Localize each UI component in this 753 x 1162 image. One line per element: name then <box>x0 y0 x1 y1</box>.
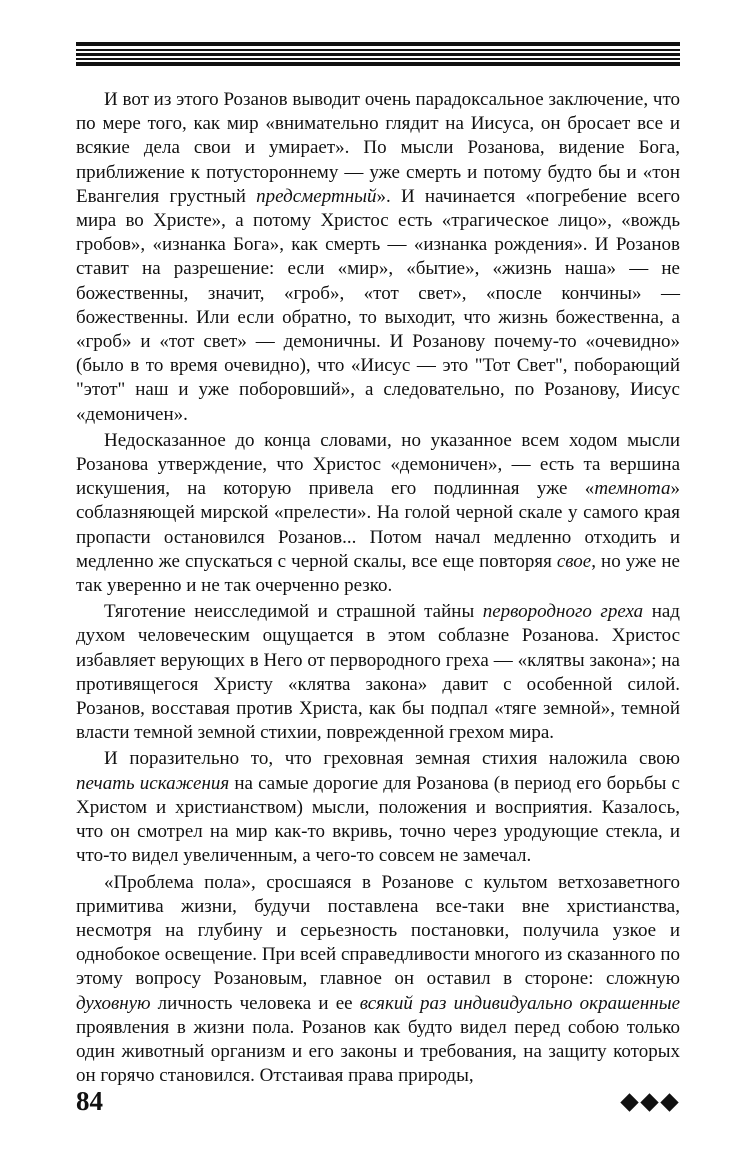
italic-text: всякий раз индивидуально окрашенные <box>359 992 680 1014</box>
paragraph <box>76 88 680 427</box>
footer-ornament <box>621 1093 678 1112</box>
text-run: И поразительно то, что греховная земная стихия наложила свою <box>104 748 680 770</box>
text-run: на самые дорогие для Розанова (в период его борьбы с Христом и христианством) мысли, положения и восприятия. Казалось, что он смотрел на мир как-то вкривь, точно через уродующие стекла, и что-то видел увеличенным, а чего-то совсем не замечал. <box>76 772 680 867</box>
diamond-icon <box>660 1093 678 1111</box>
text-run: И вот из этого Розанов выводит очень парадоксальное заключение, что по мере того, как мир «внимательно глядит на Иисуса, он бросает все и всякие дела свои и умирает». По мысли Розанова, видение Бога, приближение к потустороннему — уже смерть и потому будто бы и «тон Евангелия грустный <box>76 89 680 207</box>
text-run: над духом человеческим ощущается в этом соблазне Розанова. Христос избавляет верующих в Него от первородного греха — «клятвы закона»; на противящегося Христу «клятва закона» давит с особенной силой. Розанов, восставая против Христа, как бы подпал «тяге земной», темной власти темной земной стихии, поврежденной грехом мира. <box>76 601 680 744</box>
text-run: проявления в жизни пола. Розанов как будто видел перед собою только один животный организм и его законы и требования, на защиту которых он горячо становился. Отстаивая права природы, <box>76 1016 680 1087</box>
text-run: личность человека и ее <box>150 992 360 1014</box>
text-run: «Проблема пола», сросшаяся в Розанове с культом ветхозаветного примитива жизни, будучи поставлена все-таки вне христианства, несмотря на глубину и серьезность постановки, получила узкое и однобокое освещение. При всей справедливости многого из сказанного по этому вопросу Розановым, главное он оставил в стороне: сложную <box>76 871 680 990</box>
text-run: ». И начинается «погребение всего мира во Христе», а потому Христос есть «трагическое лицо», «вождь гробов», «изнанка Бога», как смерть — «изнанка рождения». И Розанов ставит на разрешение: если «мир», «бытие», «жизнь наша» — не божественны, значит, «гроб», «тот свет», «после кончины» — божественны. Или если обратно, то выходит, что жизнь божественна, а «гроб» и «тот свет» — демоничны. И Розанову почему-то «очевидно» (было в то время очевидно), что «Иисус — это "Тот Свет", поборающий "этот" наш и уже поборовший», а следовательно, по Розанову, Иисус «демоничен». <box>76 185 680 425</box>
italic-text: предсмертный <box>256 185 377 207</box>
text-run: Тяготение неисследимой и страшной тайны <box>104 601 483 623</box>
italic-text: печать искажения <box>76 772 230 794</box>
paragraph <box>76 747 680 868</box>
text-run: » соблазняющей мирской «прелести». На голой черной скале у самого края пропасти остановился Розанов... Потом начал медленно отходить и медленно же спускаться с черной скалы, все еще повторяя <box>76 478 680 572</box>
italic-text: первородного греха <box>482 601 644 623</box>
header-rule <box>76 42 680 66</box>
diamond-icon <box>620 1093 638 1111</box>
paragraph <box>76 600 680 745</box>
text-run: Недосказанное до конца словами, но указанное всем ходом мысли Розанова утверждение, что Христос «демоничен», — есть та вершина искушения, на которую привела его подлинная уже « <box>76 429 680 500</box>
italic-text: темнота <box>594 478 671 500</box>
diamond-icon <box>640 1093 658 1111</box>
body-text <box>76 88 680 1090</box>
page-number: 84 <box>76 1086 103 1116</box>
paragraph <box>76 429 680 598</box>
paragraph <box>76 871 680 1089</box>
text-run: , но уже не так уверенно и не так очерченно резко. <box>76 550 680 597</box>
italic-text: свое <box>556 550 592 572</box>
italic-text: духовную <box>76 992 151 1014</box>
